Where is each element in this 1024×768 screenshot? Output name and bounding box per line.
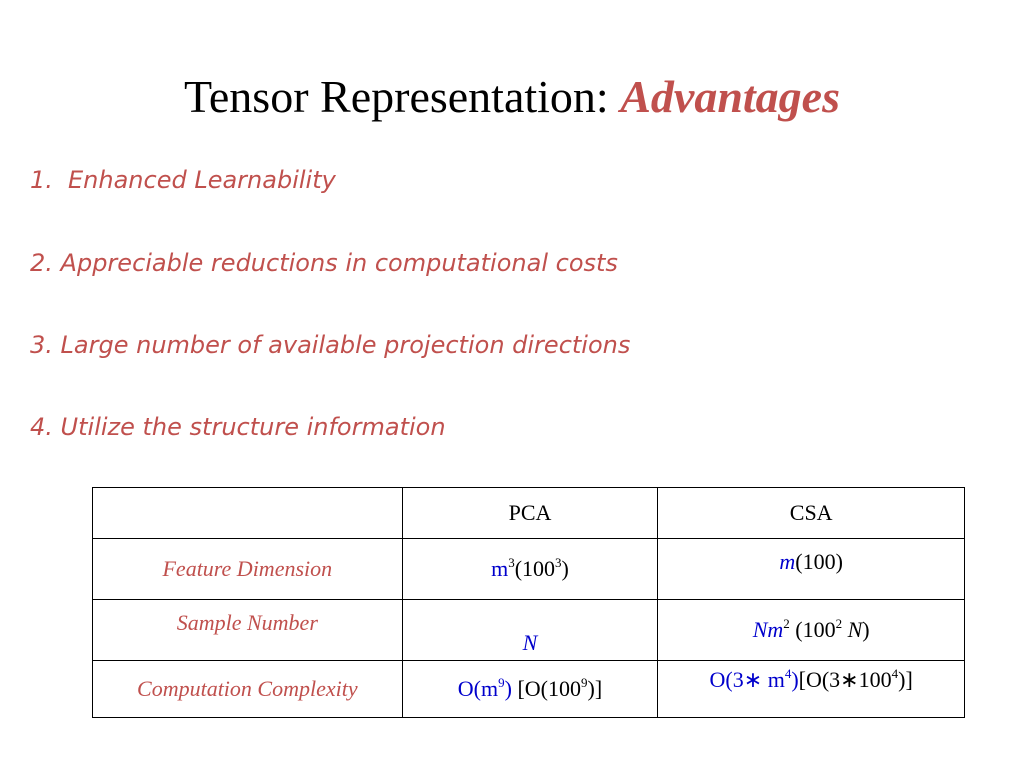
list-item xyxy=(30,331,630,359)
math-exp: 9 xyxy=(581,675,588,690)
list-item-text: Utilize the structure information xyxy=(60,413,446,441)
math-exp: 2 xyxy=(783,616,790,631)
row-label-sample-number: Sample Number xyxy=(93,600,403,661)
cell-csa-feature-dimension xyxy=(658,539,965,600)
math-text: )] xyxy=(898,667,913,692)
math-exp: 4 xyxy=(891,666,899,681)
list-item xyxy=(30,166,336,194)
list-item xyxy=(30,413,446,441)
math-exp: 3 xyxy=(508,555,515,570)
list-item xyxy=(30,249,618,277)
table-row xyxy=(93,539,965,600)
math-text: O(3 xyxy=(709,667,744,692)
math-text: O(m xyxy=(457,676,499,701)
title-accent: Advantages xyxy=(620,71,840,122)
cell-pca-computation-complexity xyxy=(402,661,658,718)
cell-csa-sample-number xyxy=(658,600,965,661)
math-text: (100) xyxy=(795,549,843,574)
cell-pca-sample-number xyxy=(402,600,658,661)
math-text: m xyxy=(762,667,785,692)
math-exp: 9 xyxy=(498,675,505,690)
math-text: (100 xyxy=(514,556,556,581)
math-text: ) xyxy=(561,556,569,581)
math-text: ) xyxy=(791,667,799,692)
math-op: ∗ xyxy=(743,667,763,692)
slide-title xyxy=(0,70,1024,123)
list-item-text: Enhanced Learnability xyxy=(68,166,336,194)
math-text: )] xyxy=(587,676,603,701)
list-item-number: 1. xyxy=(30,166,53,194)
row-label-feature-dimension: Feature Dimension xyxy=(93,539,403,600)
list-item-number: 2. xyxy=(30,249,53,277)
list-item-text: Appreciable reductions in computational costs xyxy=(60,249,618,277)
math-var: N xyxy=(847,617,863,642)
math-text: [O(100 xyxy=(511,676,581,701)
table-header-row xyxy=(93,488,965,539)
list-item-number: 3. xyxy=(30,331,53,359)
cell-csa-computation-complexity xyxy=(658,661,965,718)
math-text: ) xyxy=(862,617,870,642)
title-prefix: Tensor Representation: xyxy=(184,71,621,122)
math-text: [O(3∗100 xyxy=(798,667,892,692)
math-var: N xyxy=(522,630,538,655)
list-item-text: Large number of available projection directions xyxy=(60,331,631,359)
list-item-number: 4. xyxy=(30,413,53,441)
table-row xyxy=(93,661,965,718)
math-text: (100 xyxy=(795,617,836,642)
cell-pca-feature-dimension xyxy=(402,539,658,600)
header-cell-pca: PCA xyxy=(402,488,658,539)
math-var: m xyxy=(491,556,509,581)
math-var: m xyxy=(779,549,796,574)
math-text: ) xyxy=(504,676,512,701)
header-cell-empty xyxy=(93,488,403,539)
math-exp: 4 xyxy=(784,666,792,681)
math-exp: 3 xyxy=(555,555,562,570)
math-var: Nm xyxy=(752,617,784,642)
comparison-table xyxy=(92,487,965,718)
header-cell-csa: CSA xyxy=(658,488,965,539)
math-exp: 2 xyxy=(835,616,843,631)
table-row xyxy=(93,600,965,661)
row-label-computation-complexity: Computation Complexity xyxy=(93,661,403,718)
